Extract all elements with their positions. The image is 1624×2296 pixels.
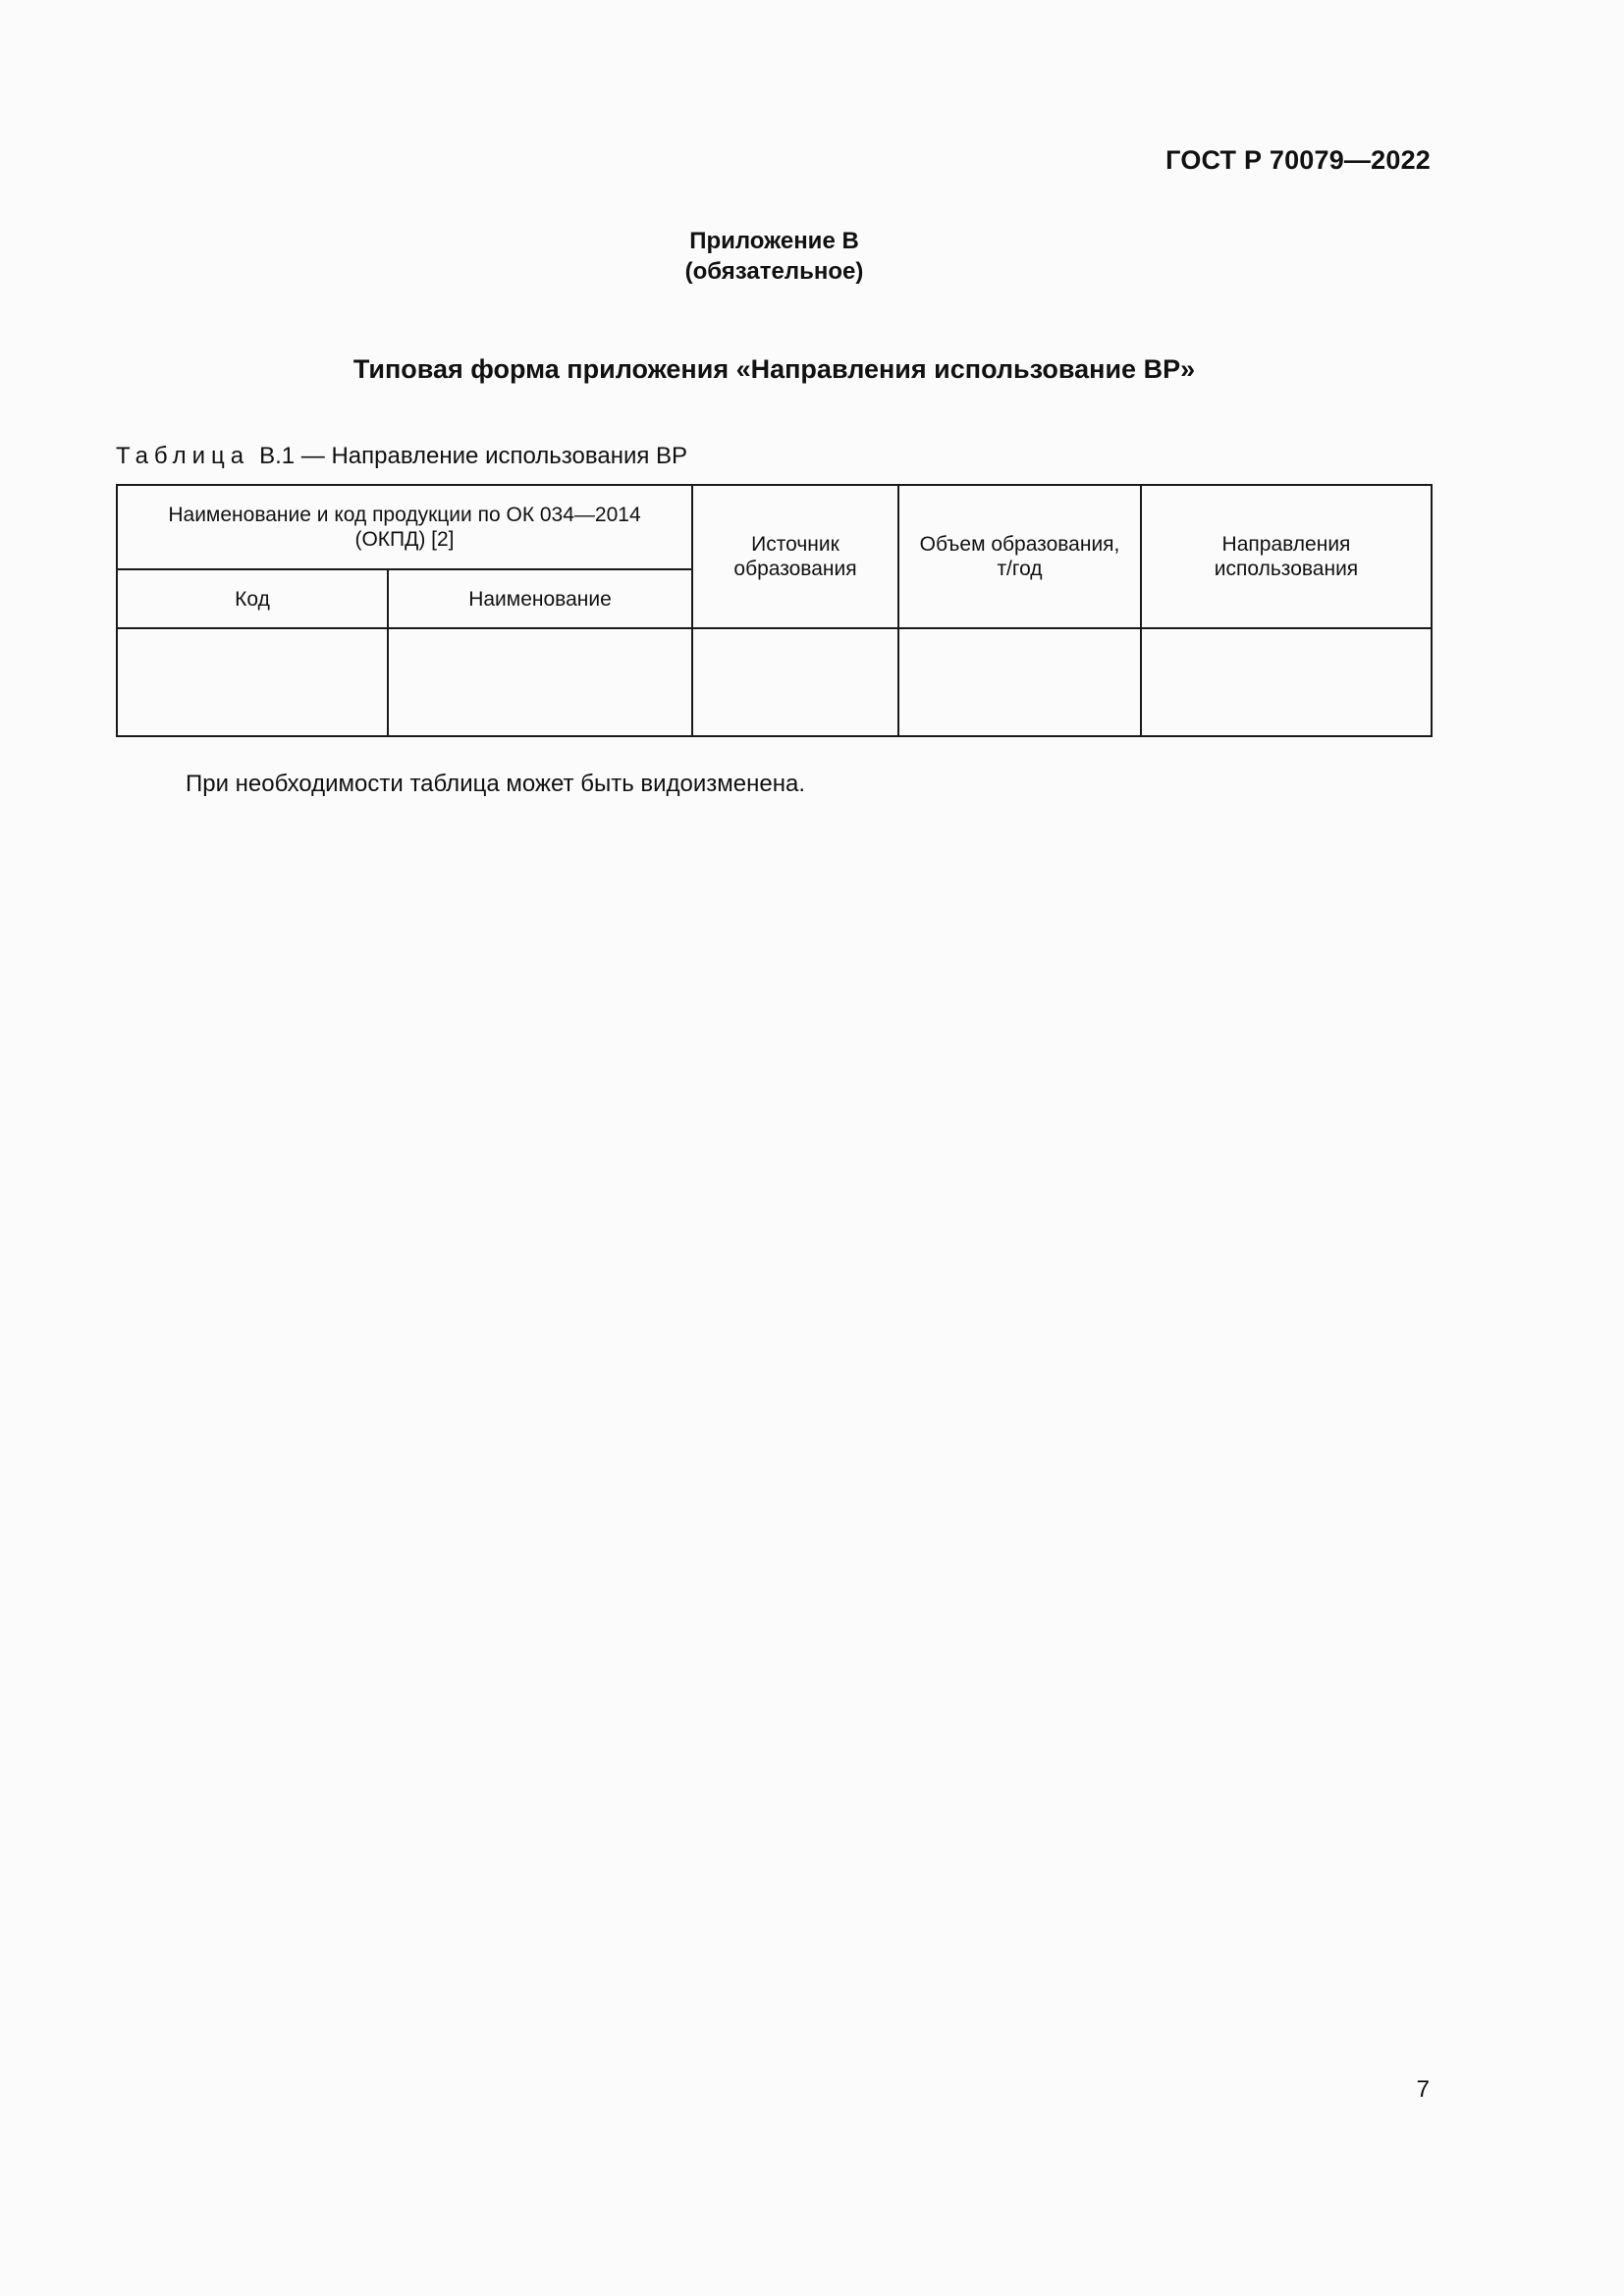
table-row	[117, 628, 1432, 736]
header-code: Код	[117, 569, 388, 628]
table-caption	[116, 443, 687, 470]
header-source-line1: Источник	[751, 533, 839, 556]
header-direction-line2: использования	[1214, 558, 1359, 580]
appendix-status: (обязательное)	[684, 258, 864, 285]
header-source-line2: образования	[733, 558, 857, 580]
header-direction-line1: Направления	[1221, 533, 1351, 556]
table-caption-word: Таблица	[116, 443, 250, 469]
header-product-group-line1: Наименование и код продукции по ОК 034—2014	[168, 504, 641, 526]
header-product-group-line2: (ОКПД) [2]	[354, 528, 455, 551]
cell-source	[692, 628, 898, 736]
table-note: При необходимости таблица может быть видоизменена.	[186, 771, 805, 797]
header-name: Наименование	[388, 569, 692, 628]
table-container	[116, 484, 1433, 737]
cell-name	[388, 628, 692, 736]
header-product-group	[117, 485, 692, 569]
header-direction	[1141, 485, 1432, 628]
header-volume-line1: Объем образования,	[919, 533, 1120, 556]
document-id: ГОСТ Р 70079—2022	[1165, 145, 1431, 175]
header-source	[692, 485, 898, 628]
table-caption-text: В.1 — Направление использования ВР	[259, 443, 688, 469]
cell-volume	[898, 628, 1141, 736]
usage-table	[116, 484, 1433, 737]
header-volume	[898, 485, 1141, 628]
appendix-heading	[0, 226, 1548, 287]
page-number: 7	[1416, 2076, 1430, 2103]
section-title: Типовая форма приложения «Направления использование ВР»	[352, 354, 1196, 384]
header-volume-line2: т/год	[997, 558, 1043, 580]
cell-direction	[1141, 628, 1432, 736]
cell-code	[117, 628, 388, 736]
appendix-title: Приложение В	[689, 228, 859, 254]
